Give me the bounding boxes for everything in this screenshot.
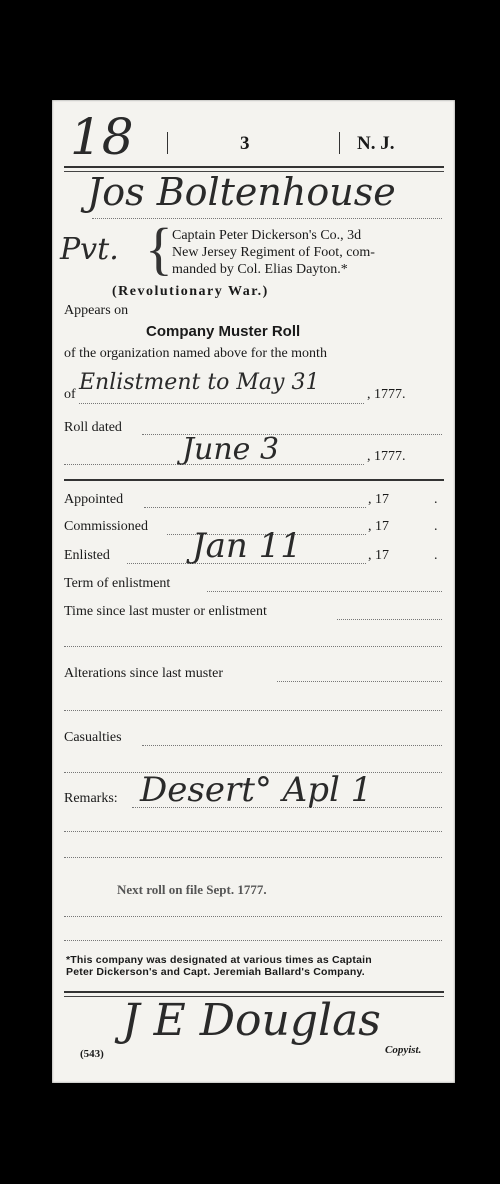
month-year: , 1777. bbox=[367, 387, 406, 402]
time-since-label: Time since last muster or enlistment bbox=[64, 604, 267, 619]
unit-line-2: New Jersey Regiment of Foot, com- bbox=[172, 245, 375, 260]
copyist-signature-handwritten: J E Douglas bbox=[122, 995, 381, 1046]
enlisted-year: , 17 bbox=[368, 548, 389, 563]
remarks-line bbox=[132, 807, 442, 808]
remarks-handwritten: Desert° Apl 1 bbox=[140, 770, 373, 810]
blank-line bbox=[64, 831, 442, 832]
appointed-year: , 17 bbox=[368, 492, 389, 507]
form-number: (543) bbox=[80, 1048, 104, 1060]
footnote-line-2: Peter Dickerson's and Capt. Jeremiah Ballard's Company. bbox=[66, 966, 365, 978]
box-number: 3 bbox=[240, 133, 250, 154]
appointed-label: Appointed bbox=[64, 492, 124, 507]
header-divider bbox=[167, 132, 168, 154]
month-text: of the organization named above for the month bbox=[64, 346, 327, 361]
header-divider bbox=[339, 132, 340, 154]
alterations-line bbox=[277, 681, 442, 682]
unit-brace: { bbox=[145, 216, 173, 281]
soldier-name-handwritten: Jos Boltenhouse bbox=[87, 170, 396, 214]
month-handwritten: Enlistment to May 31 bbox=[79, 370, 320, 395]
appointed-line bbox=[144, 507, 366, 508]
blank-line bbox=[64, 646, 442, 647]
header-rule bbox=[64, 166, 444, 168]
blank-line bbox=[64, 857, 442, 858]
section-rule bbox=[64, 479, 444, 481]
blank-line bbox=[64, 940, 442, 941]
card-number-handwritten: 18 bbox=[70, 108, 134, 166]
blank-line bbox=[64, 710, 442, 711]
enlisted-label: Enlisted bbox=[64, 548, 110, 563]
roll-type: Company Muster Roll bbox=[146, 323, 301, 340]
appears-on-label: Appears on bbox=[64, 303, 129, 318]
footnote-line-1: *This company was designated at various times as Captain bbox=[66, 954, 372, 966]
casualties-line bbox=[142, 745, 442, 746]
alterations-label: Alterations since last muster bbox=[64, 666, 224, 681]
time-since-line bbox=[337, 619, 442, 620]
commissioned-year: , 17 bbox=[368, 519, 389, 534]
rank-handwritten: Pvt. bbox=[60, 232, 119, 267]
blank-line bbox=[64, 916, 442, 917]
term-label: Term of enlistment bbox=[64, 576, 171, 591]
muster-roll-card bbox=[52, 100, 455, 1083]
casualties-label: Casualties bbox=[64, 730, 122, 745]
term-line bbox=[207, 591, 442, 592]
copyist-label: Copyist. bbox=[385, 1044, 422, 1056]
roll-dated-year: , 1777. bbox=[367, 449, 406, 464]
roll-dated-label: Roll dated bbox=[64, 420, 122, 435]
unit-line-1: Captain Peter Dickerson's Co., 3d bbox=[172, 228, 362, 243]
roll-dated-handwritten: June 3 bbox=[182, 432, 280, 467]
footer-rule bbox=[64, 991, 444, 993]
roll-dated-line bbox=[64, 464, 364, 465]
remarks-label: Remarks: bbox=[64, 791, 118, 806]
state: N. J. bbox=[357, 133, 395, 154]
commissioned-label: Commissioned bbox=[64, 519, 149, 534]
unit-line-3: manded by Col. Elias Dayton.* bbox=[172, 262, 348, 277]
enlisted-handwritten: Jan 11 bbox=[192, 526, 302, 566]
war-label: (Revolutionary War.) bbox=[112, 284, 269, 299]
appointed-period: . bbox=[434, 492, 438, 507]
commissioned-period: . bbox=[434, 519, 438, 534]
enlisted-line bbox=[127, 563, 366, 564]
next-roll-stamp: Next roll on file Sept. 1777. bbox=[117, 882, 267, 897]
month-prefix: of bbox=[64, 387, 76, 402]
enlisted-period: . bbox=[434, 548, 438, 563]
month-line bbox=[79, 403, 364, 404]
